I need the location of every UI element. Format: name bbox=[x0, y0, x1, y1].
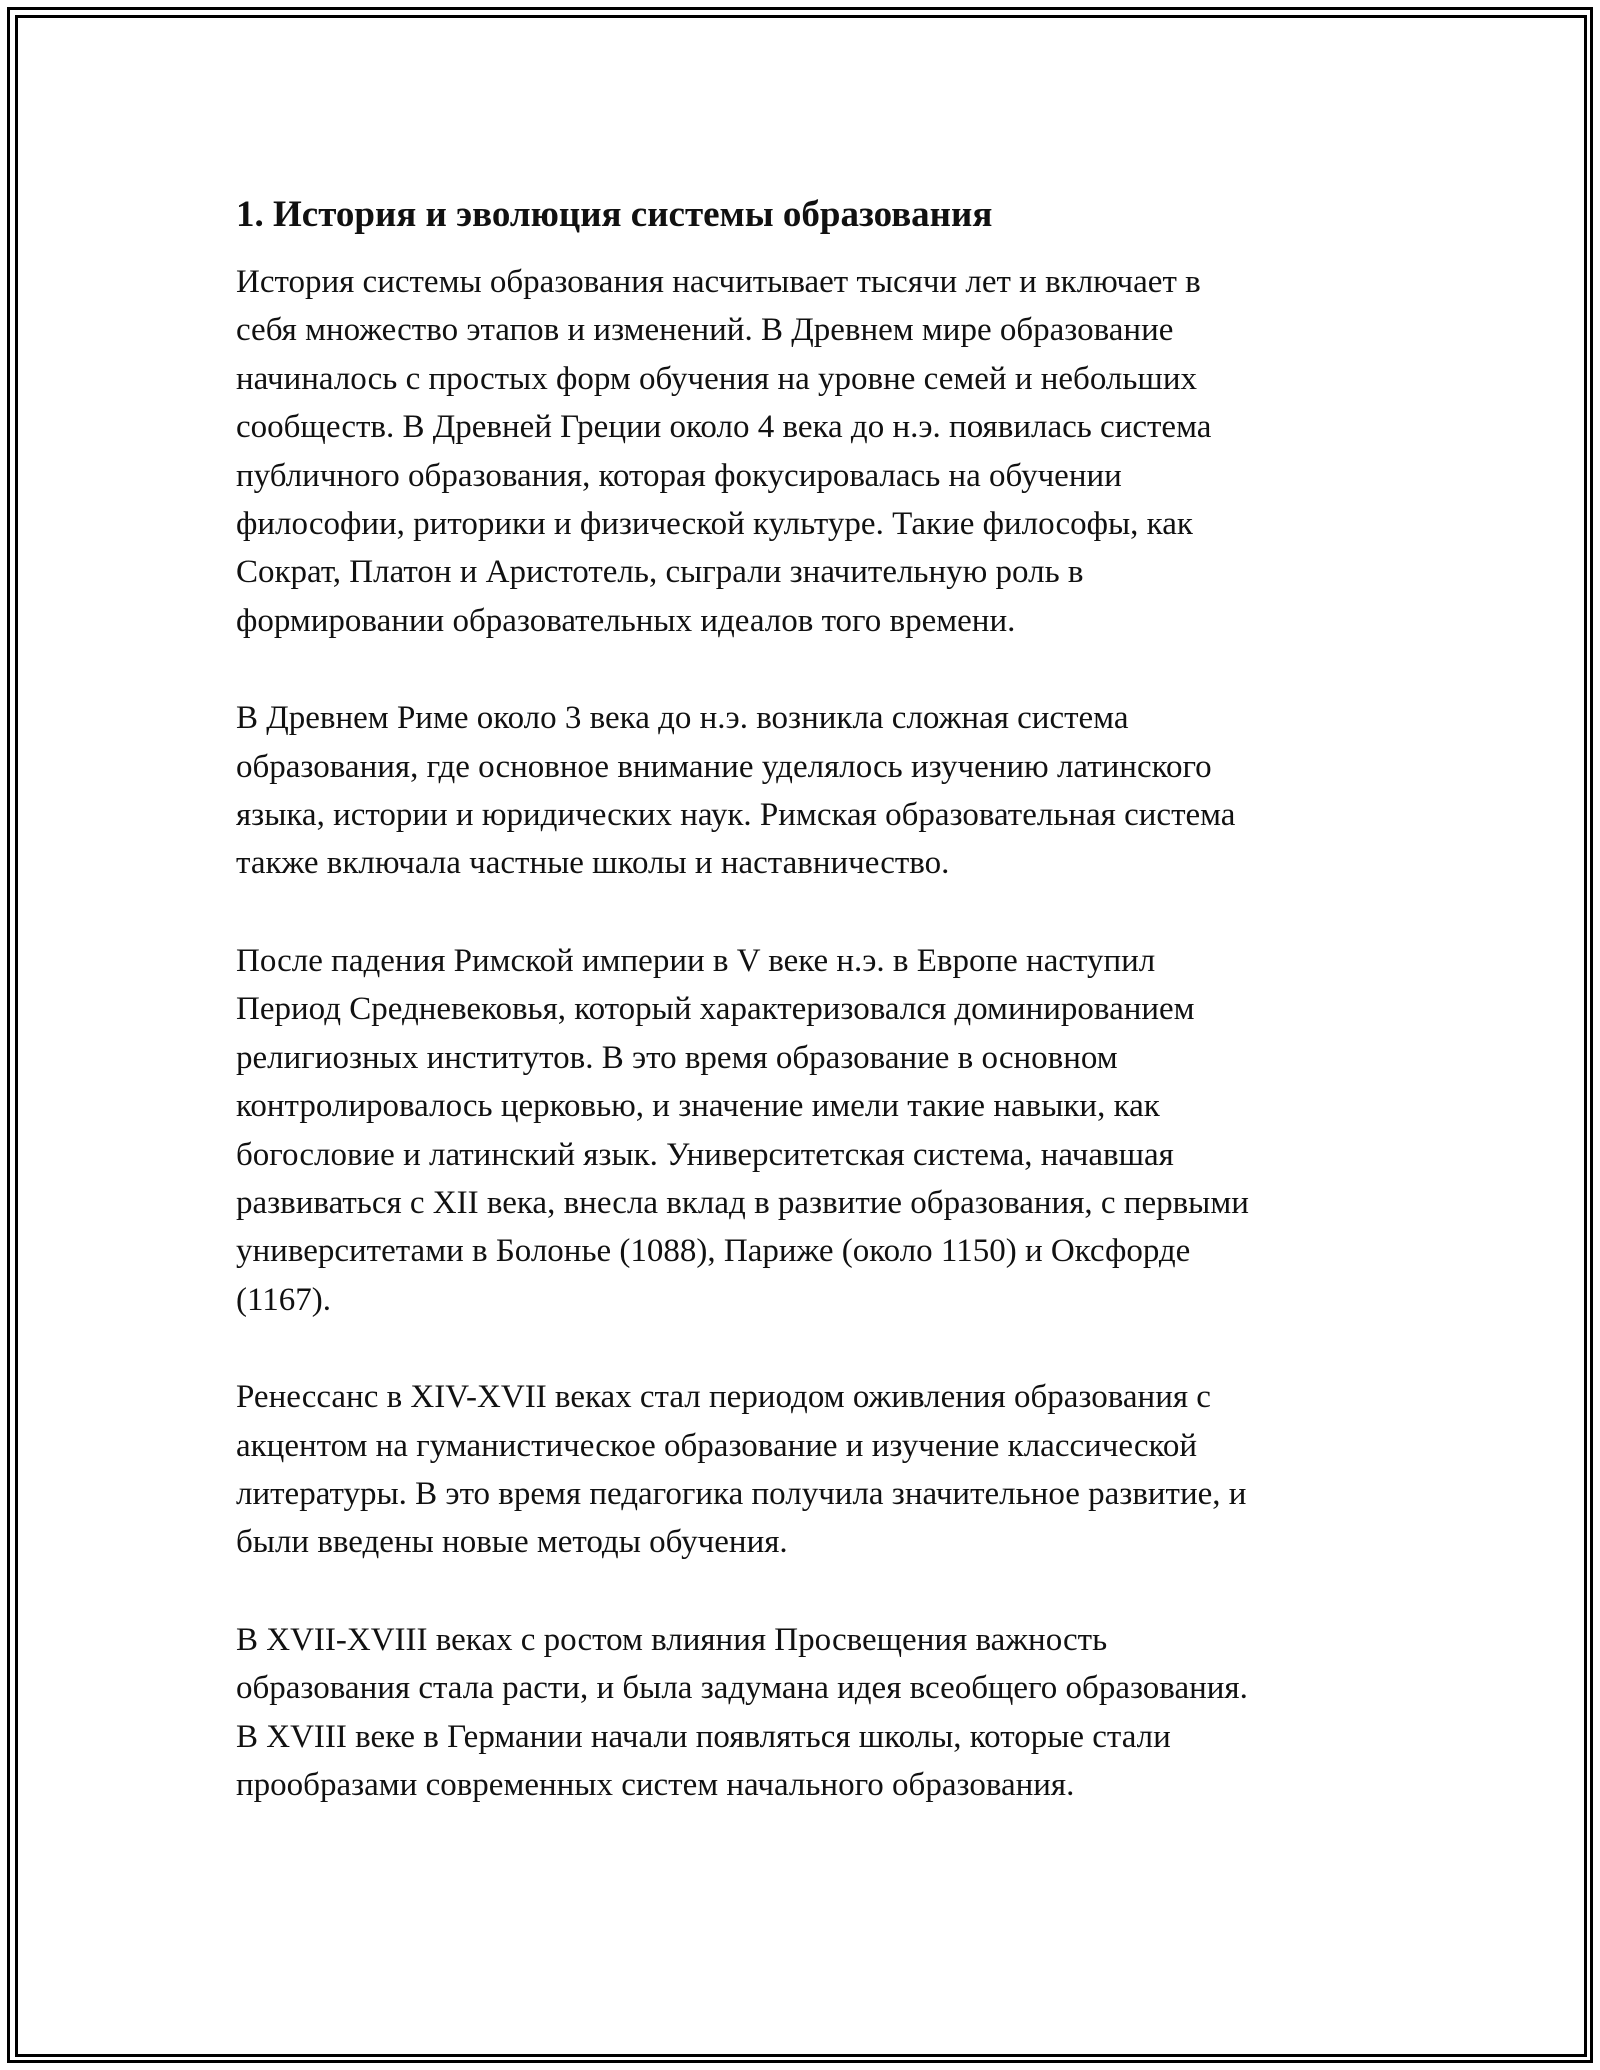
paragraph-ancient-rome: В Древнем Риме около 3 века до н.э. возникла сложная система образования, где основное внимание уделялось изучению латинского языка, истории и юридических наук. Римская образовательная система также включала частные школы и наставничество. bbox=[236, 700, 1236, 882]
document-body bbox=[236, 186, 1386, 1858]
paragraph-enlightenment: В XVII-XVIII веках с ростом влияния Просвещения важность образования стала расти, и была задумана идея всеобщего образования. В XVIII веке в Германии начали появляться школы, которые стали прообразами современных систем начального образования. bbox=[236, 1621, 1248, 1803]
paragraph-renaissance: Ренессанс в XIV-XVII веках стал периодом оживления образования с акцентом на гуманистическое образование и изучение классической литературы. В это время педагогика получила значительное развитие, и были введены новые методы обучения. bbox=[236, 1379, 1247, 1561]
section-title: 1. История и эволюция системы образования bbox=[236, 194, 993, 235]
paragraph-middle-ages: После падения Римской империи в V веке н.э. в Европе наступил Период Средневековья, который характеризовался доминированием религиозных институтов. В это время образование в основном контролировалось церковью, и значение имели такие навыки, как богословие и латинский язык. Университетская система, начавшая развиваться с XII века, внесла вклад в развитие образования, с первыми университетами в Болонье (1088), Париже (около 1150) и Оксфорде (1167). bbox=[236, 942, 1249, 1318]
paragraph-ancient-world: История системы образования насчитывает тысячи лет и включает в себя множество этапов и изменений. В Древнем мире образование начиналось с простых форм обучения на уровне семей и небольших сообществ. В Древней Греции около 4 века до н.э. появилась система публичного образования, которая фокусировалась на обучении философии, риторики и физической культуре. Такие философы, как Сократ, Платон и Аристотель, сыграли значительную роль в формировании образовательных идеалов того времени. bbox=[236, 264, 1212, 639]
